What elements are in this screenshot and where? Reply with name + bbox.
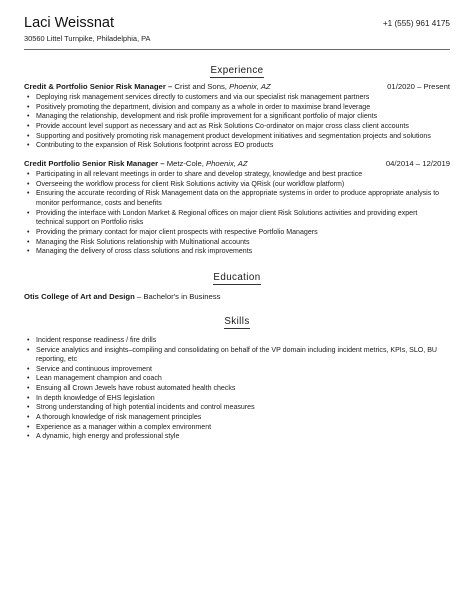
candidate-address: 30560 Littel Turnpike, Philadelphia, PA [24, 34, 151, 43]
skill-item: • Incident response readiness / fire drills [36, 336, 450, 346]
experience-heading: Experience [210, 65, 264, 76]
job-entry [24, 159, 450, 257]
job-bullet: • Managing the Risk Solutions relationship with Multinational accounts [36, 238, 450, 248]
job-header [24, 82, 450, 92]
job-title: Credit & Portfolio Senior Risk Manager [24, 82, 166, 91]
resume-header [24, 0, 450, 50]
skills-heading: Skills [224, 315, 250, 327]
job-bullet: • Contributing to the expansion of Risk Solutions footprint across EO products [36, 141, 450, 151]
skill-item: • Ensuing all Crown Jewels have robust automated health checks [36, 384, 450, 394]
job-bullets [24, 170, 450, 257]
skill-item: • Service analytics and insights–compiling and consolidating on behalf of the VP domain including incident metrics, KPIs, SLO, BU reporting, etc [36, 346, 450, 365]
job-bullet: • Overseeing the workflow process for client Risk Solutions activity via QRisk (our workflow platform) [36, 180, 450, 190]
job-bullet: • Managing the delivery of cross class solutions and risk improvements [36, 247, 450, 257]
skill-item: • A dynamic, high energy and professional style [36, 432, 450, 442]
degree: – Bachelor's in Business [134, 291, 221, 301]
skill-item: • Experience as a manager within a complex environment [36, 423, 450, 433]
phone-number: +1 (555) 961 4175 [382, 19, 450, 28]
job-company: Metz-Cole, [166, 158, 204, 168]
job-bullet: • Providing the interface with London Market & Regional offices on major client Risk Solutions activities and providing expert technical support on Portfolio risks [36, 209, 450, 228]
job-entry [24, 82, 450, 151]
skill-item: • Service and continuous improvement [36, 365, 450, 375]
job-bullet: • Providing the primary contact for major client prospects with respective Portfolio Managers [36, 228, 450, 238]
header-divider [24, 49, 450, 50]
skills-list [24, 336, 450, 442]
job-dates: 04/2014 – 12/2019 [385, 158, 450, 168]
job-bullet: • Participating in all relevant meetings in order to share and develop strategy, knowledge and best practice [36, 170, 450, 180]
job-dash: – [165, 82, 175, 91]
education-heading: Education [213, 271, 261, 283]
job-bullet: • Ensuring the accurate recording of Risk Management data on the appropriate systems in order to produce appropriate analysis to monitor performance, costs and benefits [36, 189, 450, 208]
education-entry [24, 292, 450, 301]
job-header [24, 159, 450, 169]
skill-item: • Strong understanding of high potential incidents and control measures [36, 403, 450, 413]
job-bullet: • Provide account level support as necessary and act as Risk Solutions Co-ordinator on major cross class client accounts [36, 122, 450, 132]
job-location: Phoenix, AZ [206, 158, 248, 168]
candidate-name: Laci Weissnat [24, 15, 114, 31]
job-title: Credit Portfolio Senior Risk Manager [24, 158, 159, 168]
skill-item: • In depth knowledge of EHS legislation [36, 394, 450, 404]
job-location: Phoenix, AZ [229, 82, 271, 91]
job-bullet: • Supporting and positively promoting risk management product development initiatives and segmentation projects and solutions [36, 132, 450, 142]
job-bullet: • Managing the relationship, development and risk profile improvement for a significant portfolio of major clients [36, 112, 450, 122]
job-bullet: • Positively promoting the department, division and company as a whole in order to maximise brand leverage [36, 103, 450, 113]
job-bullets [24, 93, 450, 151]
job-company: Crist and Sons, [174, 82, 227, 91]
job-dash: – [158, 158, 167, 168]
job-bullet: • Deploying risk management services directly to customers and via our specialist risk management partners [36, 93, 450, 103]
job-dates: 01/2020 – Present [387, 82, 450, 91]
school-name: Otis College of Art and Design [24, 291, 135, 301]
skill-item: • A thorough knowledge of risk management principles [36, 413, 450, 423]
skill-item: • Lean management champion and coach [36, 374, 450, 384]
